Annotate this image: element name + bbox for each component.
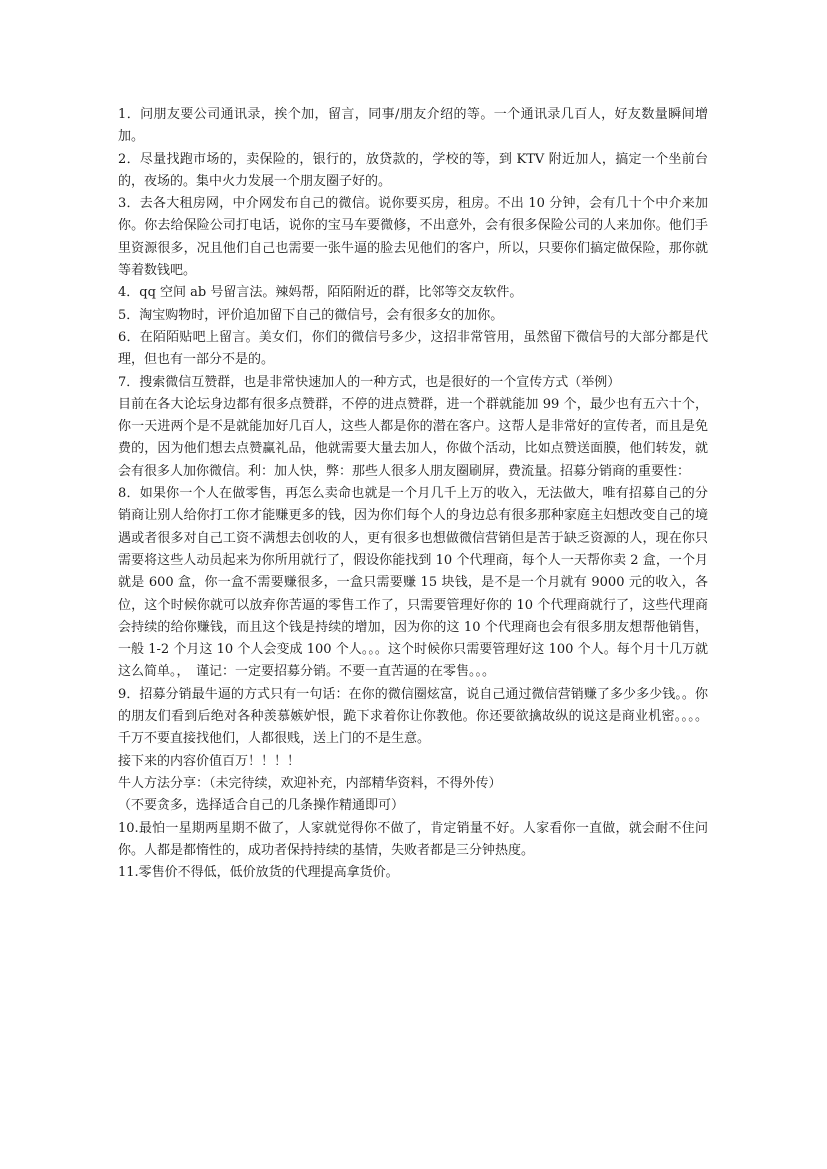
paragraph-7: 7．搜索微信互赞群，也是非常快速加人的一种方式，也是很好的一个宣传方式（举例）	[118, 374, 621, 390]
method-share-note: （不要贪多，选择适合自己的几条操作精通即可）	[118, 798, 405, 814]
method-share-heading: 牛人方法分享：（未完待续，欢迎补充，内部精华资料，不得外传）	[118, 775, 502, 791]
paragraph-8: 8．如果你一个人在做零售，再怎么卖命也就是一个月几千上万的收入，无法做大，唯有招募自己的分销商让别人给你打工你才能赚更多的钱，因为你们每个人的身边总有很多那种家庭主妇想改变自己的境遇或者很多对自己工资不满想去创收的人，更有很多也想做微信营销但是苦于缺乏资源的人，现在你只需要将这些人动员起来为你所用就行了，假设你能找到 10 个代理商，每个人一天帮你卖 2 盒，一个月就是 600 盒，你一盒不需要赚很多，一盒只需要赚 15 块钱，是不是一个月就有 9000 元的收入，各位，这个时候你就可以放弃你苦逼的零售工作了，只需要管理好你的 10 个代理商就行了，这些代理商会持续的给你赚钱，而且这个钱是持续的增加，因为你的这 10 个代理商也会有很多朋友想帮他销售，一般 1-2 个月这 10 个人会变成 100 个人。。。这个时候你只需要管理好这 100 个人。每个月十几万就这么简单。， 谨记：一定要招募分销。不要一直苦逼的在零售。。。	[118, 486, 708, 680]
paragraph-2: 2．尽量找跑市场的，卖保险的，银行的，放贷款的，学校的等，到 KTV 附近加人，搞定一个坐前台的，夜场的。集中火力发展一个朋友圈子好的。	[118, 151, 708, 189]
paragraph-1: 1．问朋友要公司通讯录，挨个加，留言，同事/朋友介绍的等。一个通讯录几百人，好友数量瞬间增加。	[118, 107, 708, 145]
paragraph-7-detail: 目前在各大论坛身边都有很多点赞群，不停的进点赞群，进一个群就能加 99 个，最少也有五六十个，你一天进两个是不是就能加好几百人，这些人都是你的潜在客户。这帮人是非常好的宣传者，而且是免费的，因为他们想去点赞赢礼品，他就需要大量去加人，你做个活动，比如点赞送面膜，他们转发，就会有很多人加你微信。利：加人快，弊：那些人很多人朋友圈刷屏，费流量。招募分销商的重要性：	[118, 396, 708, 479]
document-body	[118, 104, 708, 884]
paragraph-9: 9．招募分销最牛逼的方式只有一句话：在你的微信圈炫富，说自己通过微信营销赚了多少多少钱。。你的朋友们看到后绝对各种羡慕嫉妒恨，跪下求着你让你教他。你还要欲擒故纵的说这是商业机密。。。。千万不要直接找他们，人都很贱，送上门的不是生意。	[118, 686, 708, 747]
paragraph-11: 11.零售价不得低，低价放货的代理提高拿货价。	[118, 865, 399, 881]
paragraph-10: 10.最怕一星期两星期不做了，人家就觉得你不做了，肯定销量不好。人家看你一直做，就会耐不住问你。人都是都惰性的，成功者保持持续的基情，失败者都是三分钟热度。	[118, 820, 708, 858]
value-statement: 接下来的内容价值百万！！！！	[118, 753, 301, 769]
paragraph-6: 6．在陌陌贴吧上留言。美女们，你们的微信号多少，这招非常管用，虽然留下微信号的大部分都是代理，但也有一部分不是的。	[118, 329, 708, 368]
paragraph-4: 4．qq 空间 ab 号留言法。辣妈帮，陌陌附近的群，比邻等交友软件。	[118, 285, 523, 301]
paragraph-3: 3．去各大租房网，中介网发布自己的微信。说你要买房，租房。不出 10 分钟，会有几十个中介来加你。你去给保险公司打电话，说你的宝马车要微修，不出意外，会有很多保险公司的人来加你。他们手里资源很多，况且他们自己也需要一张牛逼的脸去见他们的客户，所以，只要你们搞定做保险，那你就等着数钱吧。	[118, 196, 708, 279]
paragraph-5: 5．淘宝购物时，评价追加留下自己的微信号，会有很多女的加你。	[118, 307, 504, 323]
